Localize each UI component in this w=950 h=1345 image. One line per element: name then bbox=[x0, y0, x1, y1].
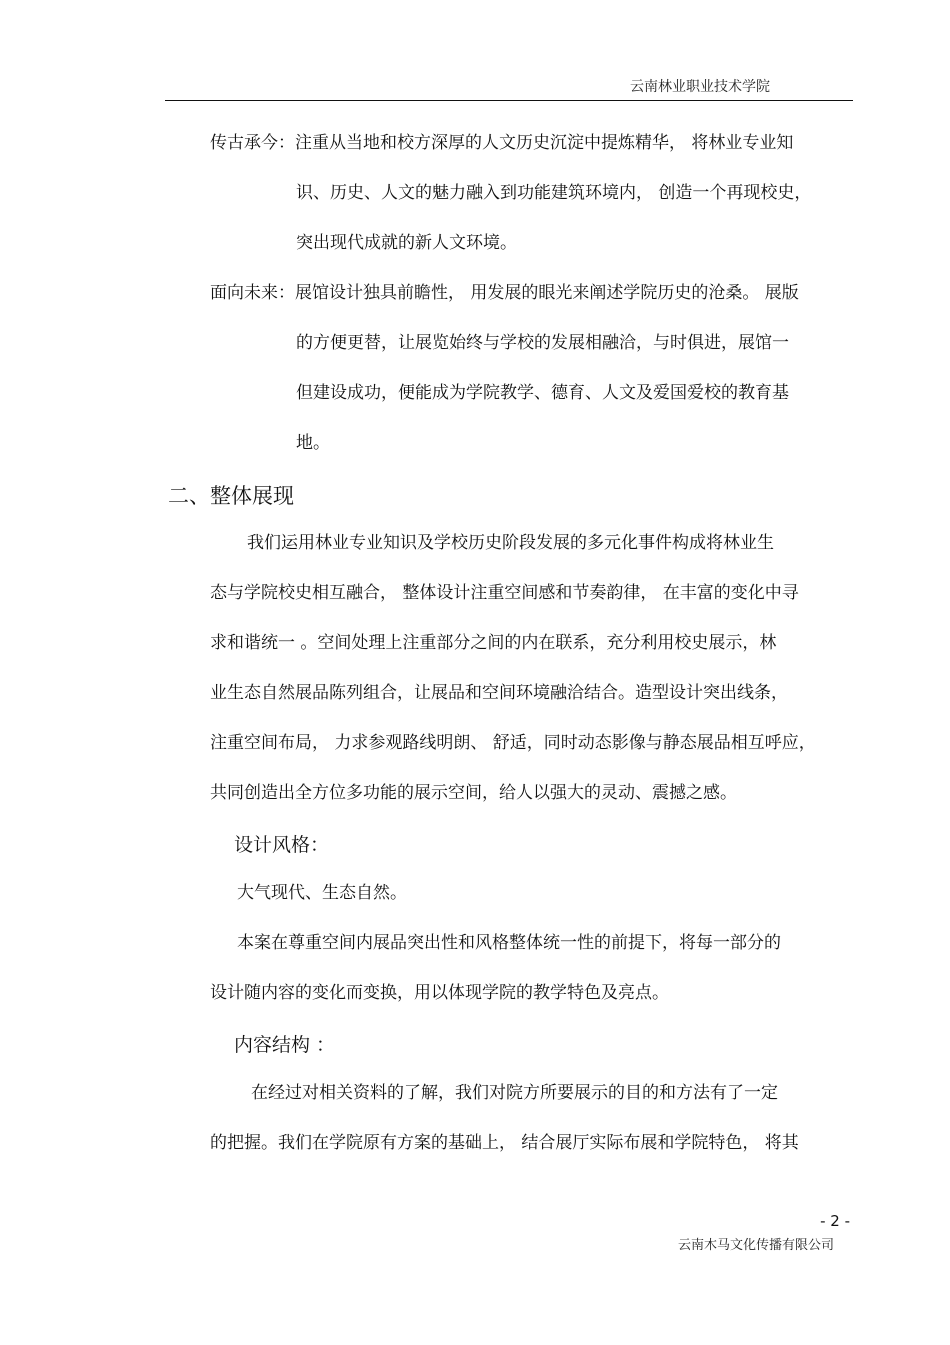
design-style-heading: 设计风格： bbox=[234, 834, 330, 856]
intro-item2-line1: 面向未来：展馆设计独具前瞻性， 用发展的眼光来阐述学院历史的沧桑。 展版 bbox=[210, 283, 799, 303]
design-style-line1: 本案在尊重空间内展品突出性和风格整体统一性的前提下，将每一部分的 bbox=[237, 933, 781, 953]
intro-item1-line3: 突出现代成就的新人文环境。 bbox=[296, 233, 517, 253]
overview-line4: 业生态自然展品陈列组合，让展品和空间环境融洽结合。造型设计突出线条， bbox=[210, 683, 788, 703]
design-style-value: 大气现代、生态自然。 bbox=[237, 883, 407, 903]
intro-item2-line3: 但建设成功，便能成为学院教学、德育、人文及爱国爱校的教育基 bbox=[296, 383, 789, 403]
overview-line6: 共同创造出全方位多功能的展示空间，给人以强大的灵动、震撼之感。 bbox=[210, 783, 737, 803]
section-heading: 二、整体展现 bbox=[168, 484, 294, 508]
overview-line3: 求和谐统一 。空间处理上注重部分之间的内在联系，充分利用校史展示，林 bbox=[210, 633, 777, 653]
header-title: 云南林业职业技术学院 bbox=[630, 79, 770, 95]
design-style-line2: 设计随内容的变化而变换，用以体现学院的教学特色及亮点。 bbox=[210, 983, 669, 1003]
overview-line5: 注重空间布局， 力求参观路线明朗、 舒适，同时动态影像与静态展品相互呼应， bbox=[210, 733, 816, 753]
content-structure-line2: 的把握。我们在学院原有方案的基础上， 结合展厅实际布展和学院特色， 将其 bbox=[210, 1133, 799, 1153]
overview-line2: 态与学院校史相互融合， 整体设计注重空间感和节奏韵律， 在丰富的变化中寻 bbox=[210, 583, 799, 603]
intro-item1-line2: 识、历史、人文的魅力融入到功能建筑环境内， 创造一个再现校史， bbox=[296, 183, 812, 203]
header-divider bbox=[165, 100, 853, 101]
content-structure-line1: 在经过对相关资料的了解，我们对院方所要展示的目的和方法有了一定 bbox=[251, 1083, 778, 1103]
intro-item2-line4: 地。 bbox=[296, 433, 330, 453]
intro-item1-line1: 传古承今：注重从当地和校方深厚的人文历史沉淀中提炼精华， 将林业专业知 bbox=[210, 133, 794, 153]
content-structure-heading: 内容结构 ： bbox=[234, 1034, 336, 1056]
intro-item2-line2: 的方便更替，让展览始终与学校的发展相融洽，与时俱进，展馆一 bbox=[296, 333, 789, 353]
overview-line1: 我们运用林业专业知识及学校历史阶段发展的多元化事件构成将林业生 bbox=[247, 533, 774, 553]
page-number: - 2 - bbox=[820, 1212, 850, 1230]
footer-company: 云南木马文化传播有限公司 bbox=[677, 1238, 834, 1253]
